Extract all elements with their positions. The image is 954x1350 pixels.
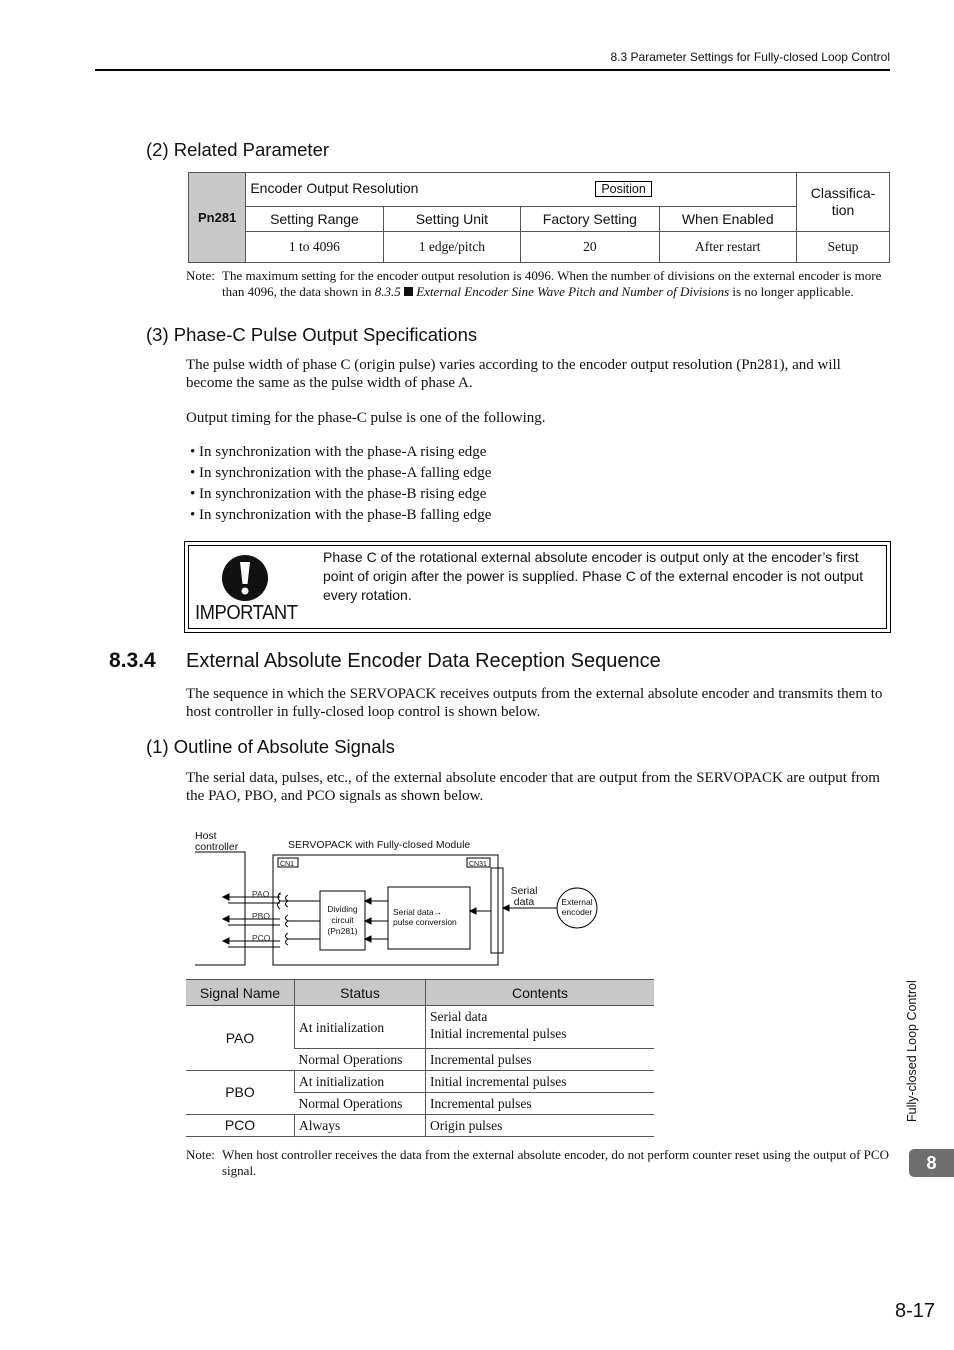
outline-heading: (1) Outline of Absolute Signals <box>146 736 395 757</box>
note-text: When host controller receives the data from the external absolute encoder, do not perform counter reset using the output of PCO signal. <box>222 1147 889 1178</box>
cn31-connector <box>491 868 503 953</box>
parameter-title: Encoder Output Resolution <box>250 180 419 196</box>
val-when-enabled: After restart <box>659 232 797 263</box>
contents-cell: Origin pulses <box>426 1115 655 1137</box>
pbo-pair <box>286 915 321 927</box>
cn1-label: CN1 <box>280 861 295 868</box>
host-controller-box <box>195 852 245 965</box>
note-ref-title: External Encoder Sine Wave Pitch and Number of Divisions <box>412 284 730 299</box>
bullet-item: • In synchronization with the phase-A falling edge <box>190 465 492 481</box>
table-header-row <box>186 980 654 1006</box>
important-box <box>184 541 891 633</box>
important-label: IMPORTANT <box>195 602 298 624</box>
section-title: External Absolute Encoder Data Reception Sequence <box>186 650 661 672</box>
note-text <box>222 268 891 300</box>
outline-para: The serial data, pulses, etc., of the external absolute encoder that are output from the SERVOPACK are output from the PAO, PBO, and PCO signals as shown below. <box>186 770 880 804</box>
host-label-1: Host <box>195 830 217 842</box>
phase-c-para2: Output timing for the phase-C pulse is one of the following. <box>186 410 546 426</box>
conversion-label-2: pulse conversion <box>393 917 457 927</box>
arrow-icon <box>223 894 229 900</box>
arrow-icon <box>503 905 509 911</box>
header-signal-name: Signal Name <box>186 980 295 1006</box>
pao-pair <box>286 895 321 907</box>
arrow-icon <box>223 916 229 922</box>
host-label-2: controller <box>195 841 239 853</box>
servopack-label: SERVOPACK with Fully-closed Module <box>288 839 471 851</box>
pco-label: PCO <box>252 933 271 943</box>
dividing-label-3: (Pn281) <box>327 926 358 936</box>
status-cell: Normal Operations <box>295 1093 426 1115</box>
parameter-table <box>188 172 890 263</box>
arrow-icon <box>365 898 371 904</box>
exclamation-icon <box>221 554 269 602</box>
col-setting-range: Setting Range <box>246 207 383 232</box>
parameter-number: Pn281 <box>189 173 246 263</box>
serial-label-1: Serial <box>510 885 538 897</box>
important-text: Phase C of the rotational external absolute encoder is output only at the encoder’s first point of origin after the power is supplied. Phase C of the external encoder is not output every rotation. <box>323 549 864 603</box>
bullet-item: • In synchronization with the phase-A rising edge <box>190 444 487 460</box>
note-part2: is no longer applicable. <box>729 284 854 299</box>
section-number: 8.3.4 <box>109 649 156 672</box>
note-part1: The maximum setting for the encoder output resolution is 4096. When the number of divisions on the external encoder is more than 4096, the data shown in <box>222 268 882 299</box>
contents-line: Serial data <box>430 1009 488 1024</box>
bullet-item: • In synchronization with the phase-B falling edge <box>190 507 492 523</box>
contents-cell: Incremental pulses <box>426 1093 655 1115</box>
note-label: Note: <box>186 268 215 283</box>
val-setting-unit: 1 edge/pitch <box>383 232 521 263</box>
header-contents: Contents <box>426 980 655 1006</box>
serial-label-2: data <box>513 896 535 908</box>
table-row <box>186 1006 654 1049</box>
phase-c-para1: The pulse width of phase C (origin pulse) varies according to the encoder output resolution (Pn281), and will become the same as the pulse width of phase A. <box>186 357 841 391</box>
contents-cell: Initial incremental pulses <box>426 1071 655 1093</box>
signal-diagram <box>180 825 620 975</box>
dividing-label-2: circuit <box>331 915 354 925</box>
signal-pao: PAO <box>186 1006 295 1071</box>
related-parameter-heading: (2) Related Parameter <box>146 139 330 160</box>
col-setting-unit: Setting Unit <box>383 207 521 232</box>
val-setting-range: 1 to 4096 <box>246 232 383 263</box>
header-status: Status <box>295 980 426 1006</box>
val-factory-setting: 20 <box>521 232 659 263</box>
position-tag: Position <box>595 181 651 197</box>
encoder-label-2: encoder <box>561 907 593 917</box>
signal-pco: PCO <box>186 1115 295 1137</box>
section-para: The sequence in which the SERVOPACK receives outputs from the external absolute encoder and transmits them to host controller in fully-closed loop control is shown below. <box>186 686 883 720</box>
header-rule <box>95 69 890 71</box>
cn31-label: CN31 <box>469 861 487 868</box>
signal-table <box>186 979 654 1137</box>
table-row <box>186 1071 654 1093</box>
classification-header: Classifica- tion <box>797 173 890 232</box>
side-tab-label: Fully-closed Loop Control <box>905 980 919 1122</box>
note-ref-number: 8.3.5 <box>374 284 401 299</box>
signal-note <box>186 1147 891 1179</box>
pco-pair <box>286 933 321 945</box>
dividing-label-1: Dividing <box>327 904 358 914</box>
status-cell: At initialization <box>295 1071 426 1093</box>
chapter-tab: 8 <box>909 1149 954 1177</box>
pao-label: PAO <box>252 889 270 899</box>
conversion-label-1: Serial data→ <box>393 907 443 917</box>
square-bullet-icon <box>404 287 413 296</box>
parameter-title-cell <box>246 173 797 207</box>
parameter-note <box>186 268 891 300</box>
status-cell: At initialization <box>295 1006 426 1049</box>
col-when-enabled: When Enabled <box>659 207 797 232</box>
arrow-icon <box>470 908 476 914</box>
contents-cell: Incremental pulses <box>426 1049 655 1071</box>
status-cell: Normal Operations <box>295 1049 426 1071</box>
table-row <box>186 1115 654 1137</box>
note-label: Note: <box>186 1147 215 1162</box>
arrow-icon <box>365 918 371 924</box>
pbo-label: PBO <box>252 911 270 921</box>
encoder-label-1: External <box>561 897 593 907</box>
arrow-icon <box>223 938 229 944</box>
bullet-item: • In synchronization with the phase-B rising edge <box>190 486 487 502</box>
signal-pbo: PBO <box>186 1071 295 1115</box>
phase-c-heading: (3) Phase-C Pulse Output Specifications <box>146 324 478 345</box>
page-number: 8-17 <box>895 1300 936 1322</box>
arrow-icon <box>365 936 371 942</box>
contents-line: Initial incremental pulses <box>430 1026 567 1041</box>
contents-cell <box>426 1006 655 1049</box>
val-classification: Setup <box>797 232 890 263</box>
status-cell: Always <box>295 1115 426 1137</box>
col-factory-setting: Factory Setting <box>521 207 659 232</box>
running-header: 8.3 Parameter Settings for Fully-closed Loop Control <box>610 50 890 64</box>
